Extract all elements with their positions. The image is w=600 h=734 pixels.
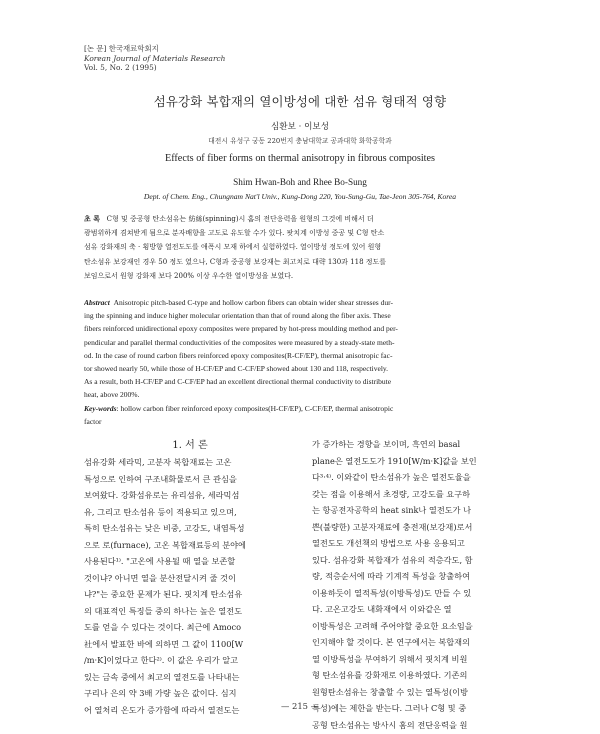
body-line: 냐?"는 중요한 문제가 된다. 핏치계 탄소섬유	[84, 589, 243, 599]
journal-volume: Vol. 5, No. 2 (1995)	[84, 63, 157, 73]
keywords-line: Key-words: hollow carbon fiber reinforced epoxy composites(H-CF/EP), C-CF/EP, thermal anisotropic	[84, 404, 394, 413]
title-english: Effects of fiber forms on thermal anisotropy in fibrous composites	[164, 153, 435, 164]
body-line: 공형 탄소섬유는 방사시 홈의 전단응력을 원	[312, 719, 468, 730]
body-line: 다. 고온고강도 내화재에서 이와같은 열	[312, 604, 452, 614]
keywords-label: Key-words	[84, 404, 117, 413]
body-line: 社에서 발표한 바에 의하면 그 값이 1100[W	[84, 638, 244, 649]
body-line: 있는 금속 중에서 최고의 열전도를 나타내는	[84, 671, 240, 682]
body-line: 열전도도 개선책의 방법으로 사용 응용되고	[312, 538, 465, 548]
body-line: 가 증가하는 경향을 보이며, 흑연의 basal	[312, 439, 461, 449]
section-heading-introduction: 1. 서 론	[172, 440, 208, 451]
journal-name-en: Korean Journal of Materials Research	[84, 53, 226, 63]
abstract-english-line: pendicular and parallel thermal conductivities of the composites were measured by a steady-state meth-	[84, 337, 395, 347]
abstract-english-line: od. In the case of round carbon fibers reinforced epoxy composites(R-CF/EP), thermal anisotropic fac-	[84, 350, 393, 360]
body-line: 이방특성은 고려해 주어야할 중요한 요소임을	[312, 620, 473, 631]
body-line: 원형탄소섬유는 창출할 수 있는 열특성(이방	[312, 686, 468, 697]
abstract-english	[84, 296, 516, 402]
abstract-english-line: As a result, both H-CF/EP and C-CF/EP had an excellent directional thermal conductivity to distribute	[84, 377, 392, 387]
body-line: 섬유강화 세라믹, 고분자 복합재료는 고온	[84, 457, 232, 467]
keywords	[84, 402, 516, 428]
body-line: 으로 로(furnace), 고온 복합재료등의 분야에	[84, 539, 246, 550]
authors-korean: 심환보 · 이보성	[270, 122, 329, 132]
abstract-english-line: fibers reinforced unidirectional epoxy composites were prepared by hot-press moulding method and per-	[84, 324, 398, 334]
abstract-english-line: tor showed nearly 50, while those of H-CF/EP and C-CF/EP showed about 130 and 118, respectively.	[84, 364, 389, 374]
body-column-left	[84, 454, 296, 718]
journal-name-ko: [논 문] 한국재료학회지	[84, 44, 159, 53]
body-line: 유, 그리고 탄소섬유 등이 적용되고 있으며,	[84, 506, 237, 517]
body-line: 쁜(불량한) 고분자재료에 충전재(보강재)로서	[312, 521, 473, 532]
body-line: 의 대표적인 특징들 중의 하나는 높은 열전도	[84, 605, 242, 616]
abstract-english-label: Abstract	[84, 298, 110, 307]
body-line: 다³·⁴⁾. 이와같이 탄소섬유가 높은 열전도율을	[312, 472, 471, 482]
affiliation-korean: 대전시 유성구 궁동 220번지 충남대학교 공과대학 화학공학과	[208, 137, 392, 145]
body-line: 특히 탄소섬유는 낮은 비중, 고강도, 내염특성	[84, 523, 245, 533]
body-line: 인지해야 할 것이다. 본 연구에서는 복합재의	[312, 637, 470, 647]
abstract-korean-line: 보임으로서 원형 강화재 보다 200% 이상 우수한 열이방성을 보였다.	[84, 271, 294, 280]
body-line: 있다. 섬유강화 복합재가 섬유의 적층각도, 함	[312, 554, 473, 565]
body-column-right	[312, 436, 524, 733]
abstract-english-line: Abstract Anisotropic pitch-based C-type and hollow carbon fibers can obtain wider shear stresses dur-	[84, 298, 393, 307]
body-line: 량, 적층순서에 따라 기계적 특성을 창출하여	[312, 571, 470, 581]
abstract-korean-line: 광범위하게 겸쳐받게 됨으로 분자배향을 고도로 유도할 수가 있다. 팟치계 이방성 중공 및 C형 탄소	[84, 229, 385, 238]
title-korean: 섬유강화 복합재의 열이방성에 대한 섬유 형태적 영향	[153, 94, 447, 109]
abstract-korean-line: 초 록 C형 및 중공형 탄소섬유는 紡絲(spinning)시 홈의 전단응력을 원형의 그것에 비해서 더	[84, 214, 374, 223]
abstract-english-line: heat, above 200%.	[84, 390, 140, 400]
body-line: 특성으로 인하여 구조내화물로서 큰 관심을	[84, 473, 237, 484]
body-line: 갖는 점을 이용해서 초경량, 고강도를 요구하	[312, 488, 470, 499]
keywords-line: factor	[84, 417, 102, 426]
abstract-english-line: ing the spinning and induce higher molecular orientation than that of round along the fiber axis. These	[84, 311, 391, 321]
abstract-korean	[84, 212, 516, 283]
body-line: 열 이방특성을 부여하기 위해서 핏치계 비원	[312, 653, 468, 664]
body-line: 도를 얻을 수 있다는 것이다. 최근에 Amoco	[84, 622, 242, 632]
body-line: 구리나 은의 약 3배 가량 높은 값이다. 심지	[84, 688, 237, 698]
body-line: 형 탄소섬유를 강화재로 이용하였다. 기존의	[312, 670, 468, 680]
body-line: 어 열처리 온도가 증가함에 따라서 열전도는	[84, 704, 240, 715]
body-line: /m·K]이었다고 한다²⁾. 이 값은 우리가 알고	[84, 655, 239, 665]
body-line: 특성)에는 제한을 받는다. 그러나 C형 및 중	[312, 703, 467, 713]
abstract-korean-label: 초 록	[84, 214, 100, 223]
body-line: 는 항공전자공학의 heat sink나 열전도가 나	[312, 505, 472, 515]
authors-english: Shim Hwan-Boh and Rhee Bo-Sung	[233, 177, 367, 187]
body-line: 것이냐? 아니면 열을 분산전달시켜 줄 것이	[84, 572, 236, 583]
body-line: 이용하듯이 열적특성(이방특성)도 만들 수 있	[312, 587, 472, 598]
affiliation-english: Dept. of Chem. Eng., Chungnam Nat'l Univ., Kung-Dong 220, You-Sung-Gu, Tae-Jeon 305-764, Korea	[143, 192, 457, 201]
abstract-korean-line: 탄소섬유 보강재인 경우 50 정도 였으나, C형과 중공형 보강재는 최고치로 대략 130과 118 정도를	[84, 257, 387, 266]
page-number: — 215 —	[280, 701, 320, 711]
body-line: plane은 열전도도가 1910[W/m·K]값을 보인	[312, 455, 477, 466]
abstract-korean-line: 섬유 강화재의 축 · 횡방향 열전도도를 애폭시 모재 하에서 실험하였다. 열이방성 정도에 있어 원형	[84, 243, 382, 252]
body-line: 사용된다¹⁾. "고온에 사용될 때 열을 보존할	[84, 556, 236, 566]
journal-header	[84, 44, 225, 73]
body-line: 보여왔다. 강화섬유로는 유리섬유, 세라믹섬	[84, 490, 240, 500]
